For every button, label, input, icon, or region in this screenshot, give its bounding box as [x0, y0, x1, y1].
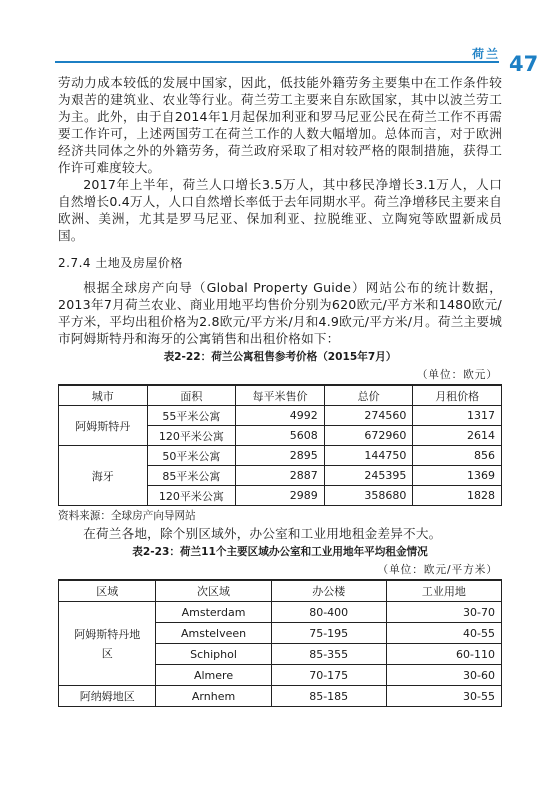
col-header-city: 城市 — [59, 385, 148, 406]
price-cell: 2887 — [236, 466, 325, 486]
region-cell: 阿姆斯特丹地区 — [59, 602, 156, 686]
col-header-subregion: 次区域 — [156, 580, 271, 602]
total-cell: 144750 — [324, 446, 413, 466]
paragraph-rent-difference: 在荷兰各地，除个别区域外，办公室和工业用地租金差异不大。 — [83, 526, 442, 541]
rent-cell: 2614 — [413, 426, 502, 446]
col-header-office: 办公楼 — [271, 580, 386, 602]
total-cell: 245395 — [324, 466, 413, 486]
subregion-cell: Amsterdam — [156, 602, 271, 623]
table2-caption: 表2-23：荷兰11个主要区域办公室和工业用地年平均租金情况 — [132, 546, 428, 558]
office-rent-cell: 80-400 — [271, 602, 386, 623]
region-cell: 阿纳姆地区 — [59, 686, 156, 707]
col-header-price-per-sqm: 每平米售价 — [236, 385, 325, 406]
section-heading: 2.7.4 土地及房屋价格 — [58, 256, 183, 270]
table-row — [59, 602, 502, 623]
col-header-industrial: 工业用地 — [386, 580, 501, 602]
city-cell: 阿姆斯特丹 — [59, 406, 148, 446]
area-cell: 120平米公寓 — [147, 426, 236, 446]
running-header-section: 荷兰 — [472, 47, 501, 61]
office-rent-cell: 75-195 — [271, 623, 386, 644]
price-cell: 5608 — [236, 426, 325, 446]
office-rent-cell: 85-185 — [271, 686, 386, 707]
col-header-area: 面积 — [147, 385, 236, 406]
page-number: 47 — [509, 52, 539, 76]
area-cell: 120平米公寓 — [147, 486, 236, 506]
subregion-cell: Amstelveen — [156, 623, 271, 644]
table1-caption: 表2-22：荷兰公寓租售参考价格（2015年7月） — [163, 351, 397, 363]
office-rent-cell: 70-175 — [271, 665, 386, 686]
total-cell: 358680 — [324, 486, 413, 506]
paragraph-labor: 劳动力成本较低的发展中国家，因此，低技能外籍劳务主要集中在工作条件较为艰苦的建筑业、农业等行业。荷兰劳工主要来自东欧国家，其中以波兰劳工为主。此外，由于自2014年1月起保加利亚和罗马尼亚公民在荷兰工作不再需要工作许可，上述两国劳工在荷兰工作的人数大幅增加。总体而言，对于欧洲经济共同体之外的外籍劳务，荷兰政府采取了相对较严格的限制措施，获得工作许可难度较大。 — [58, 75, 502, 175]
page-body — [58, 74, 502, 707]
paragraph-population: 2017年上半年，荷兰人口增长3.5万人，其中移民净增长3.1万人，人口自然增长0.4万人，人口自然增长率低于去年同期水平。荷兰净增移民主要来自欧洲、美洲，尤其是罗马尼亚、保加利亚、拉脱维亚、立陶宛等欧盟新成员国。 — [58, 177, 502, 243]
col-header-monthly-rent: 月租价格 — [413, 385, 502, 406]
office-industrial-rent-table — [58, 579, 502, 707]
city-cell: 海牙 — [59, 446, 148, 506]
col-header-region: 区域 — [59, 580, 156, 602]
subregion-cell: Schiphol — [156, 644, 271, 665]
table-row — [59, 446, 502, 466]
rent-cell: 856 — [413, 446, 502, 466]
price-cell: 2895 — [236, 446, 325, 466]
table2-unit: （单位：欧元/平方米） — [377, 564, 498, 576]
total-cell: 672960 — [324, 426, 413, 446]
subregion-cell: Almere — [156, 665, 271, 686]
table-row — [59, 406, 502, 426]
rent-cell: 1369 — [413, 466, 502, 486]
subregion-cell: Arnhem — [156, 686, 271, 707]
table-header-row — [59, 385, 502, 406]
col-header-total-price: 总价 — [324, 385, 413, 406]
apartment-price-table — [58, 384, 502, 506]
table-row — [59, 686, 502, 707]
total-cell: 274560 — [324, 406, 413, 426]
rent-cell: 1317 — [413, 406, 502, 426]
price-cell: 2989 — [236, 486, 325, 506]
header-rule — [55, 61, 499, 63]
table1-source: 资料来源：全球房产向导网站 — [58, 510, 196, 522]
office-rent-cell: 85-355 — [271, 644, 386, 665]
industrial-rent-cell: 40-55 — [386, 623, 501, 644]
area-cell: 85平米公寓 — [147, 466, 236, 486]
price-cell: 4992 — [236, 406, 325, 426]
industrial-rent-cell: 60-110 — [386, 644, 501, 665]
table-header-row — [59, 580, 502, 602]
industrial-rent-cell: 30-55 — [386, 686, 501, 707]
industrial-rent-cell: 30-70 — [386, 602, 501, 623]
industrial-rent-cell: 30-60 — [386, 665, 501, 686]
area-cell: 50平米公寓 — [147, 446, 236, 466]
area-cell: 55平米公寓 — [147, 406, 236, 426]
rent-cell: 1828 — [413, 486, 502, 506]
paragraph-land-prices: 根据全球房产向导（Global Property Guide）网站公布的统计数据，2013年7月荷兰农业、商业用地平均售价分别为620欧元/平方米和1480欧元/平方米，平均出租价格为2.8欧元/平方米/月和4.9欧元/平方米/月。荷兰主要城市阿姆斯特丹和海牙的公寓销售和出租价格如下： — [58, 280, 502, 346]
table1-unit: （单位：欧元） — [416, 369, 498, 381]
